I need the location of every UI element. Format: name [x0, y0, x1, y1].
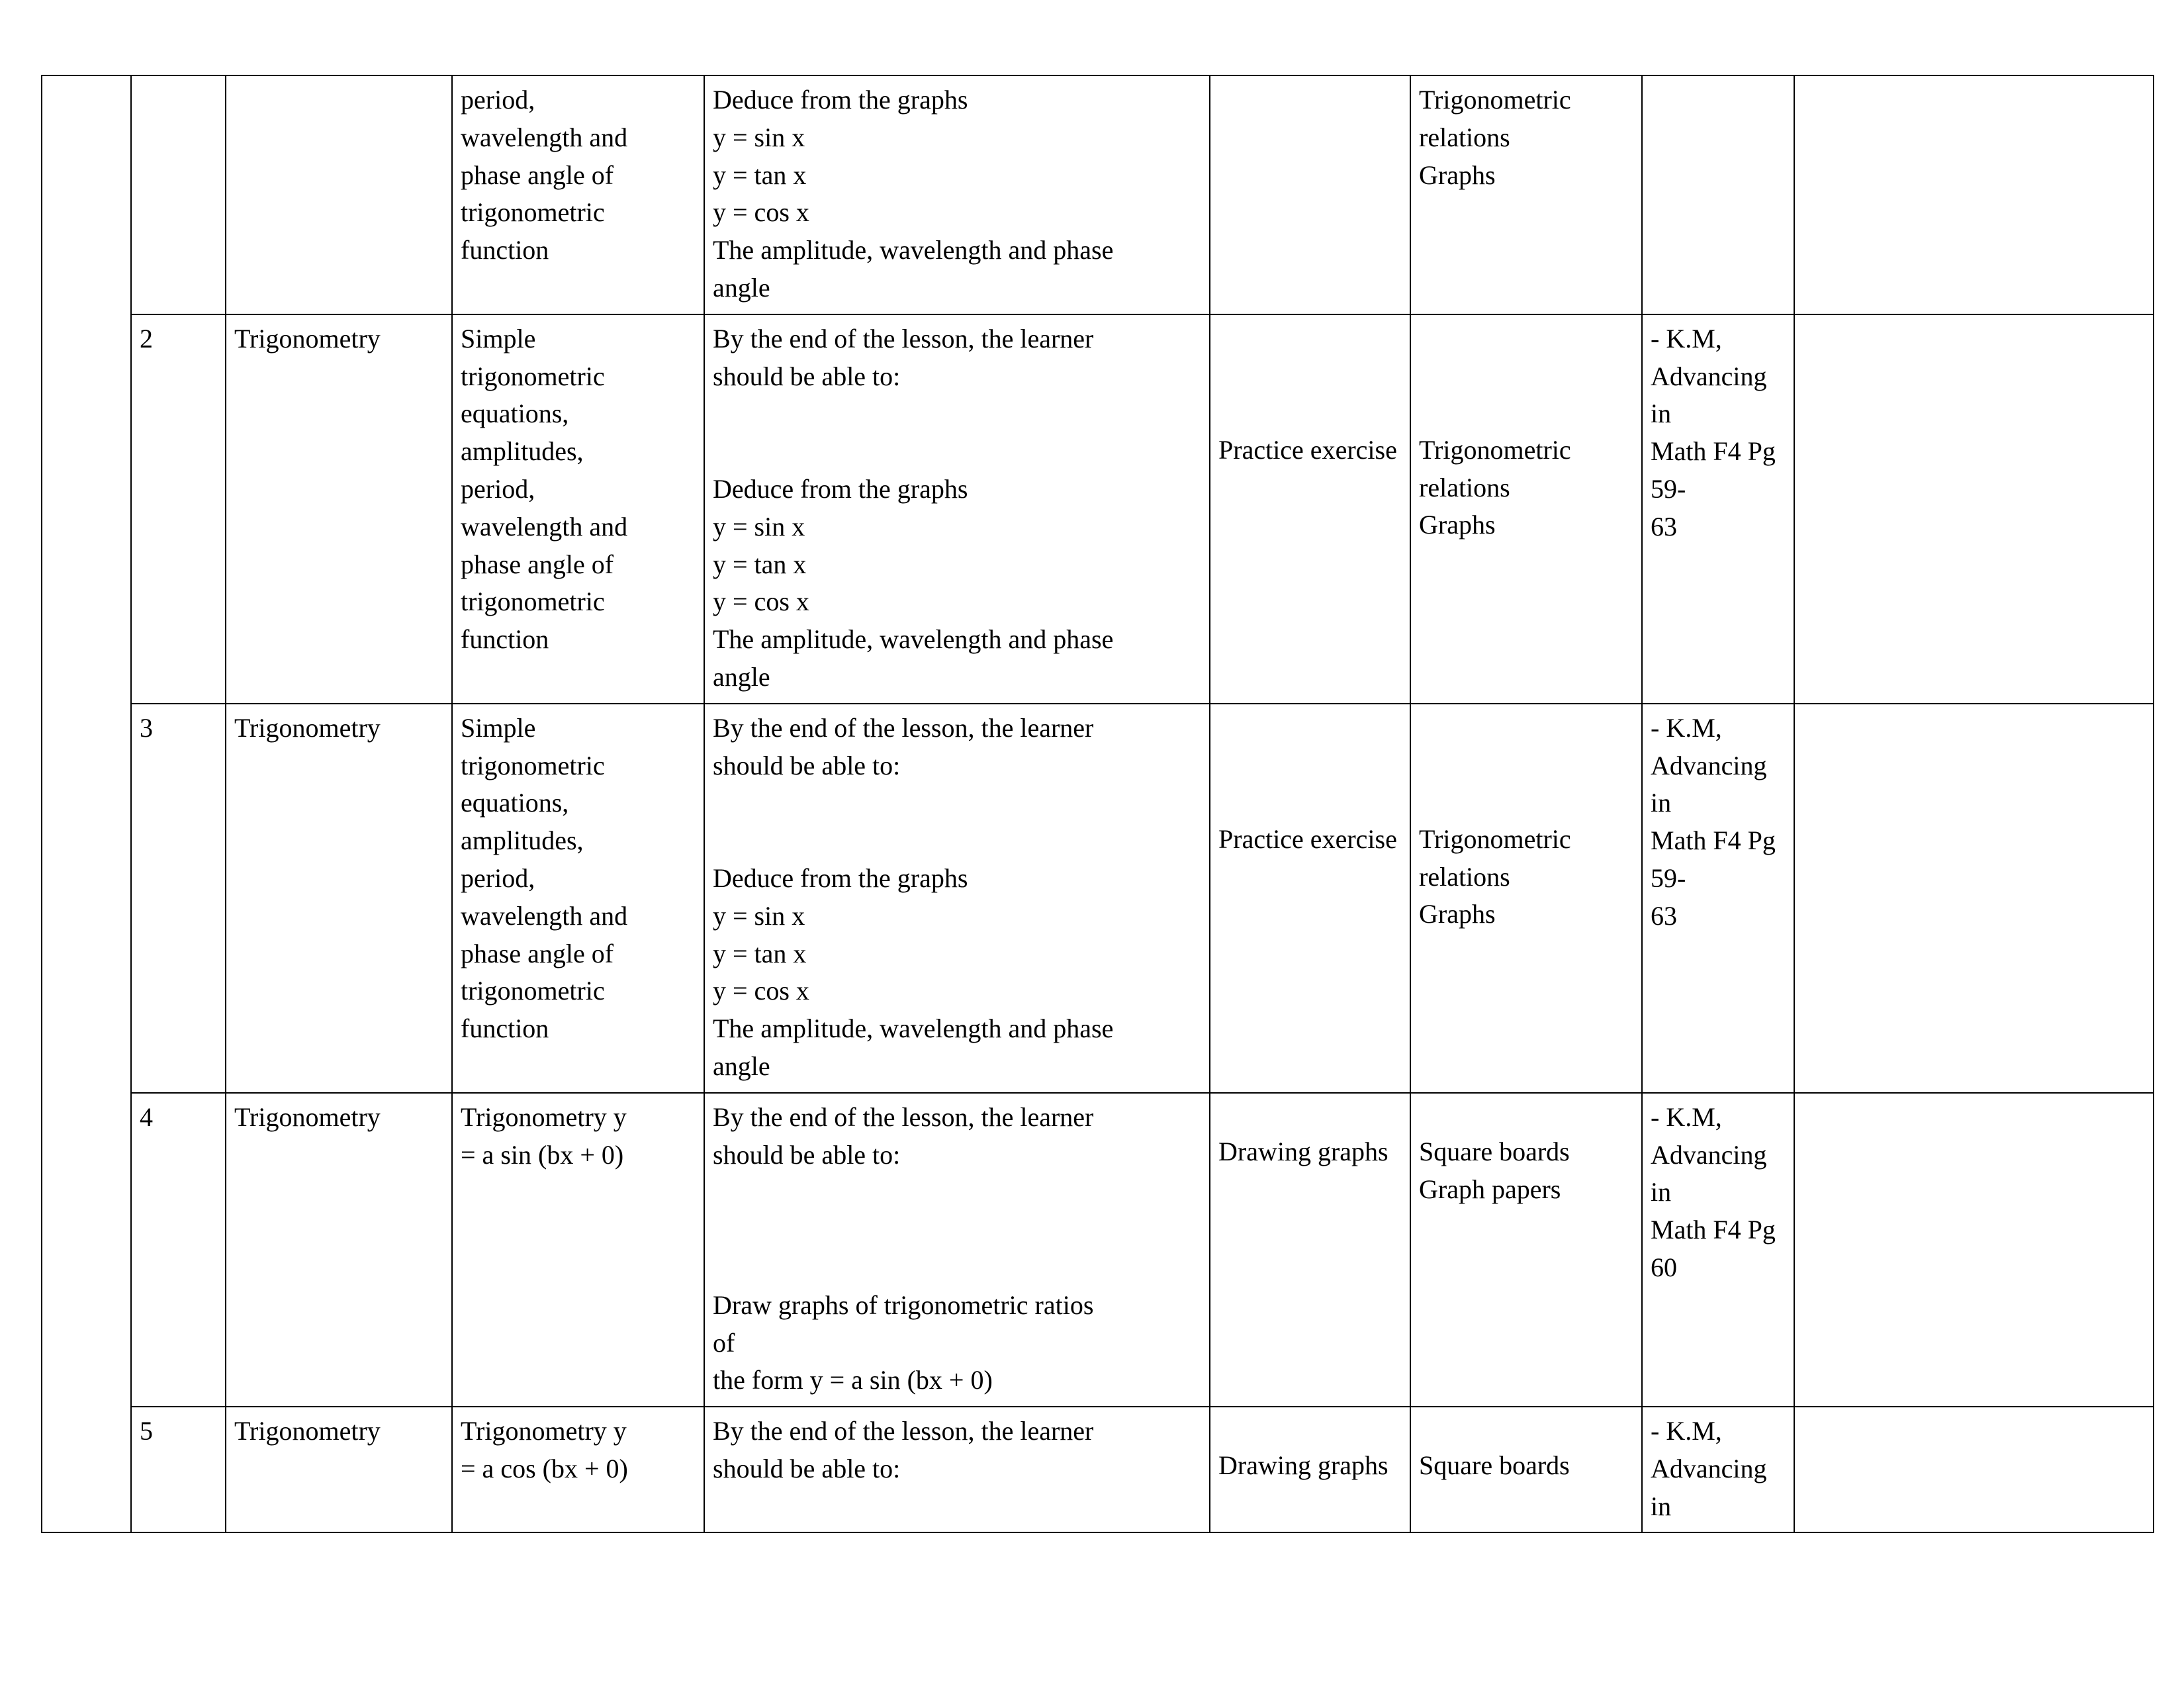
cell-line: function [461, 624, 549, 655]
cell-line: The amplitude, wavelength and phase [713, 1013, 1114, 1044]
cell-line: y = cos x [713, 586, 809, 617]
cell-line: Deduce from the graphs [713, 473, 968, 504]
no-text: 5 [140, 1416, 153, 1446]
cell-subtopic [452, 1093, 704, 1407]
cell-line: Graphs [1419, 899, 1496, 929]
cell-line: wavelength and [461, 900, 628, 931]
cell-line: of [713, 1327, 735, 1358]
cell-line: should be able to: [713, 750, 901, 780]
cell-line: phase angle of [461, 549, 614, 579]
objectives-body [713, 860, 1201, 1086]
cell-no [131, 704, 226, 1093]
cell-line: should be able to: [713, 1139, 901, 1170]
cell-subtopic [452, 314, 704, 704]
cell-no [131, 314, 226, 704]
cell-remarks [1794, 314, 2154, 704]
cell-line: phase angle of [461, 938, 614, 968]
table-row [42, 75, 2154, 314]
cell-line: period, [461, 863, 535, 893]
cell-line: trigonometric [461, 586, 605, 617]
no-text: 2 [140, 323, 153, 353]
cell-line: The amplitude, wavelength and phase [713, 624, 1114, 655]
cell-line: Math F4 Pg 59- [1651, 825, 1776, 893]
cell-line: wavelength and [461, 122, 628, 152]
cell-line: Deduce from the graphs [713, 863, 968, 893]
cell-remarks [1794, 1407, 2154, 1532]
cell-line: trigonometric [461, 750, 605, 780]
cell-objectives [704, 704, 1210, 1093]
cell-line: angle [713, 272, 770, 303]
cell-topic [226, 1407, 452, 1532]
cell-remarks [1794, 704, 2154, 1093]
cell-line: wavelength and [461, 511, 628, 541]
cell-resources [1410, 1093, 1642, 1407]
cell-line: the form y = a sin (bx + 0) [713, 1365, 993, 1395]
cell-line: y = sin x [713, 900, 805, 931]
cell-line: period, [461, 85, 535, 115]
cell-resources [1410, 704, 1642, 1093]
cell-topic [226, 314, 452, 704]
cell-line: should be able to: [713, 1453, 901, 1483]
cell-no [131, 75, 226, 314]
cell-line: 63 [1651, 511, 1677, 541]
cell-line: Drawing graphs [1218, 1136, 1388, 1166]
cell-topic [226, 704, 452, 1093]
table-row [42, 314, 2154, 704]
objectives-body [713, 1287, 1201, 1399]
cell-line: function [461, 235, 549, 265]
cell-line: Deduce from the graphs [713, 85, 968, 115]
cell-line: Graphs [1419, 510, 1496, 540]
topic-text: Trigonometry [234, 1102, 381, 1132]
cell-line: Square boards [1419, 1136, 1570, 1166]
cell-line: Trigonometry y [461, 1416, 627, 1446]
cell-line: Drawing graphs [1218, 1450, 1388, 1481]
no-text: 3 [140, 712, 153, 743]
cell-line: Math F4 Pg 60 [1651, 1215, 1776, 1282]
cell-line: equations, [461, 788, 569, 818]
cell-line: By the end of the lesson, the learner [713, 1102, 1094, 1132]
cell-activities [1210, 75, 1410, 314]
cell-line: Practice exercise [1218, 434, 1397, 465]
cell-line: - K.M, Advancing [1651, 712, 1767, 780]
cell-references [1642, 704, 1794, 1093]
cell-line: trigonometric [461, 361, 605, 391]
cell-activities [1210, 1407, 1410, 1532]
cell-line: y = tan x [713, 938, 807, 968]
cell-line: in [1651, 1177, 1672, 1207]
table-row [42, 1093, 2154, 1407]
cell-line: By the end of the lesson, the learner [713, 1416, 1094, 1446]
cell-line: Trigonometric [1419, 85, 1571, 115]
cell-line: Graph papers [1419, 1174, 1561, 1204]
cell-line: in [1651, 399, 1672, 429]
cell-objectives [704, 314, 1210, 704]
cell-line: y = tan x [713, 160, 807, 190]
cell-line: phase angle of [461, 160, 614, 190]
cell-line: period, [461, 473, 535, 504]
cell-line: trigonometric [461, 197, 605, 228]
cell-activities [1210, 314, 1410, 704]
table-row [42, 1407, 2154, 1532]
cell-line: Practice exercise [1218, 823, 1397, 854]
scheme-of-work-table [41, 75, 2154, 1533]
objectives-body [713, 471, 1201, 696]
cell-objectives [704, 1407, 1210, 1532]
cell-line: Draw graphs of trigonometric ratios [713, 1289, 1094, 1320]
cell-subtopic [452, 1407, 704, 1532]
cell-line: Trigonometric [1419, 823, 1571, 854]
no-text: 4 [140, 1102, 153, 1132]
cell-line: angle [713, 661, 770, 692]
cell-line: - K.M, Advancing [1651, 1416, 1767, 1483]
objectives-head [713, 1099, 1201, 1174]
cell-line: should be able to: [713, 361, 901, 391]
cell-objectives [704, 1093, 1210, 1407]
cell-no [131, 1093, 226, 1407]
cell-line: amplitudes, [461, 436, 584, 467]
cell-activities [1210, 1093, 1410, 1407]
cell-line: - K.M, Advancing [1651, 323, 1767, 391]
cell-topic [226, 75, 452, 314]
cell-line: relations [1419, 861, 1510, 892]
cell-remarks [1794, 1093, 2154, 1407]
cell-references [1642, 75, 1794, 314]
cell-line: Math F4 Pg 59- [1651, 436, 1776, 504]
cell-line: trigonometric [461, 976, 605, 1006]
topic-text: Trigonometry [234, 712, 381, 743]
cell-line: y = sin x [713, 511, 805, 541]
cell-line: - K.M, Advancing [1651, 1102, 1767, 1170]
cell-line: = a cos (bx + 0) [461, 1453, 628, 1483]
cell-line: Simple [461, 712, 536, 743]
cell-subtopic [452, 704, 704, 1093]
cell-references [1642, 1093, 1794, 1407]
cell-line: y = cos x [713, 197, 809, 228]
cell-line: = a sin (bx + 0) [461, 1139, 624, 1170]
cell-line: Graphs [1419, 160, 1496, 190]
objectives-head [713, 1413, 1201, 1488]
topic-text: Trigonometry [234, 323, 381, 353]
cell-remarks [1794, 75, 2154, 314]
cell-line: y = cos x [713, 976, 809, 1006]
cell-topic [226, 1093, 452, 1407]
cell-line: relations [1419, 122, 1510, 152]
cell-line: amplitudes, [461, 825, 584, 856]
cell-subtopic [452, 75, 704, 314]
cell-line: angle [713, 1051, 770, 1081]
objectives-head [713, 710, 1201, 785]
cell-references [1642, 314, 1794, 704]
cell-line: in [1651, 1491, 1672, 1521]
cell-line: function [461, 1013, 549, 1044]
cell-line: relations [1419, 472, 1510, 502]
cell-activities [1210, 704, 1410, 1093]
cell-resources [1410, 1407, 1642, 1532]
cell-line: By the end of the lesson, the learner [713, 712, 1094, 743]
cell-line: y = sin x [713, 122, 805, 152]
objectives-head [713, 320, 1201, 396]
cell-line: Trigonometry y [461, 1102, 627, 1132]
row-marker-cell [42, 75, 131, 1532]
cell-resources [1410, 314, 1642, 704]
table-body [42, 75, 2154, 1532]
cell-line: Trigonometric [1419, 434, 1571, 465]
cell-objectives [704, 75, 1210, 314]
cell-line: 63 [1651, 900, 1677, 931]
cell-line: equations, [461, 399, 569, 429]
cell-line: y = tan x [713, 549, 807, 579]
cell-line: Square boards [1419, 1450, 1570, 1481]
table-row [42, 704, 2154, 1093]
cell-resources [1410, 75, 1642, 314]
cell-no [131, 1407, 226, 1532]
cell-line: By the end of the lesson, the learner [713, 323, 1094, 353]
cell-line: Simple [461, 323, 536, 353]
cell-line: The amplitude, wavelength and phase [713, 235, 1114, 265]
cell-references [1642, 1407, 1794, 1532]
cell-line: in [1651, 788, 1672, 818]
topic-text: Trigonometry [234, 1416, 381, 1446]
